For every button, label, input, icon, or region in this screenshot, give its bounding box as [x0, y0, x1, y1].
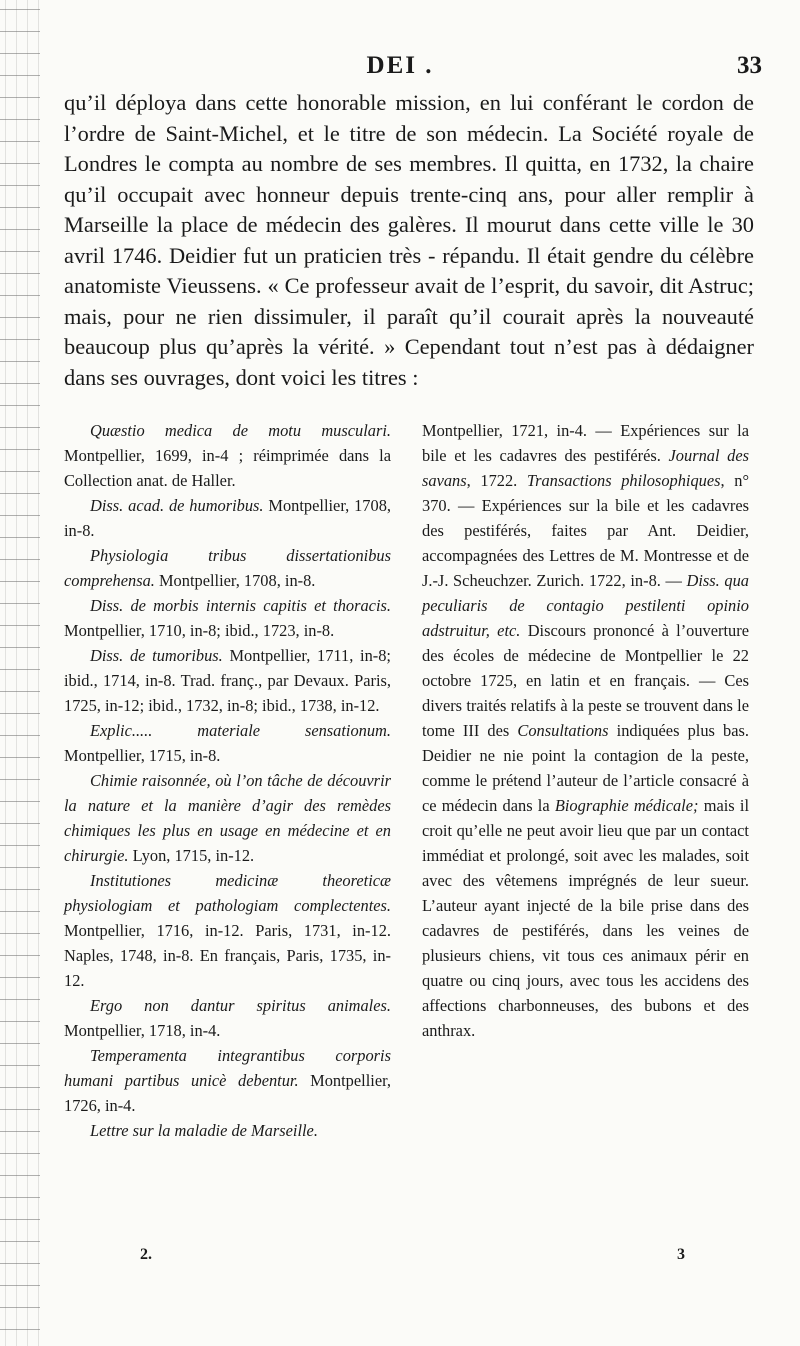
continuation-paragraph: Montpellier, 1721, in-4. — Expériences sur la bile et les cadavres des pestiférés. Journal des savans, 1722. Transactions philosophiques, n° 370. — Expériences sur la bile et les cadavres des pestiférés, faites par Ant. Deidier, accompagnées des Lettres de M. Montresse et de J.-J. Scheuchzer. Zurich. 1722, in-8. — Diss. qua peculiaris de contagio pestilenti opinio adstruitur, etc. Discours prononcé à l’ouverture des écoles de médecine de Montpellier le 22 octobre 1725, en latin et en français. — Ces divers traités relatifs à la peste se trouvent dans le tome III des Consultations indiquées plus bas. Deidier ne nie point la contagion de la peste, comme le prétend l’auteur de l’article consacré à ce médecin dans la Biographie médicale; mais il croit qu’elle ne peut avoir lieu que par un contact immédiat et prolongé, soit avec les malades, soit avec des vêtemens imprégnés de leur sueur. L’auteur ayant injecté de la bile prise dans des cadavres de pestiférés, dans les veines de plusieurs chiens, vit tous ces animaux périr en quatre ou cinq jours, avec tous les accidens des affections charbonneuses, des bubons et des anthrax.: [422, 421, 750, 1040]
entry-details: Montpellier, 1718, in-4.: [64, 1021, 221, 1040]
main-paragraph: qu’il déploya dans cette honorable mission, en lui conférant le cordon de l’ordre de Saint-Michel, et le titre de son médecin. La Société royale de Londres le compta au nombre de ses membres. Il quitta, en 1732, la chaire qu’il occupait avec honneur depuis trente-cinq ans, pour aller remplir à Marseille la place de médecin des galères. Il mourut dans cette ville le 30 avril 1746. Deidier fut un praticien très - répandu. Il était gendre du célèbre anatomiste Vieussens. « Ce professeur avait de l’esprit, du savoir, dit Astruc; mais, pour ne rien dissimuler, il paraît qu’il courait après la nouveauté beaucoup plus qu’après la vérité. » Cependant tout n’est pas à dédaigner dans ses ouvrages, dont voici les titres :: [64, 90, 754, 390]
bibliography-entry: [64, 543, 391, 593]
entry-title: Quæstio medica de motu musculari.: [90, 421, 391, 440]
signature-mark-right: 3: [677, 1246, 685, 1263]
signature-mark-left: 2.: [140, 1246, 152, 1263]
bibliography-entry: [64, 768, 391, 868]
entry-title: Explic..... materiale sensationum.: [90, 721, 391, 740]
page-number: 33: [737, 52, 762, 79]
entry-details: Montpellier, 1716, in-12. Paris, 1731, in-12. Naples, 1748, in-8. En français, Paris, 1735, in-12.: [64, 921, 391, 990]
entry-details: Montpellier, 1708, in-8.: [154, 571, 316, 590]
entry-title: Diss. de tumoribus.: [90, 646, 223, 665]
bibliography-entry: [64, 1118, 391, 1143]
bibliography-entry: [64, 643, 391, 718]
entry-details: Montpellier, 1710, in-8; ibid., 1723, in-8.: [64, 621, 335, 640]
entry-title: Diss. de morbis internis capitis et thoracis.: [90, 596, 391, 615]
entry-title: Physiologia tribus dissertationibus comprehensa.: [64, 546, 391, 590]
bibliography-left-column: [64, 418, 391, 1143]
bibliography-entry: [64, 718, 391, 768]
bibliography-entry: [64, 1043, 391, 1118]
bibliography-entry: [64, 418, 391, 493]
entry-title: Chimie raisonnée, où l’on tâche de découvrir la nature et la manière d’agir des remèdes chimiques les plus en usage en médecine et en chirurgie.: [64, 771, 391, 865]
entry-details: Montpellier, 1708, in-8.: [64, 496, 391, 540]
running-head: DEI .: [366, 52, 434, 79]
entry-details: Montpellier, 1699, in-4 ; réimprimée dans la Collection anat. de Haller.: [64, 446, 391, 490]
bibliography-entry: [64, 868, 391, 993]
entry-title: Temperamenta integrantibus corporis humani partibus unicè debentur.: [64, 1046, 391, 1090]
entry-title: Diss. acad. de humoribus.: [90, 496, 264, 515]
entry-details: Montpellier, 1715, in-8.: [64, 746, 221, 765]
entry-details: Montpellier, 1726, in-4.: [64, 1071, 391, 1115]
bibliography-entry: [64, 993, 391, 1043]
bibliography-entry: [64, 493, 391, 543]
entry-details: Lyon, 1715, in-12.: [128, 846, 255, 865]
page-binding-edge: [0, 0, 40, 1346]
entry-title: Lettre sur la maladie de Marseille.: [90, 1121, 318, 1140]
bibliography-entry: [64, 593, 391, 643]
entry-details: Montpellier, 1711, in-8; ibid., 1714, in-8. Trad. franç., par Devaux. Paris, 1725, in-12; ibid., 1732, in-8; ibid., 1738, in-12.: [64, 646, 391, 715]
bibliography-right-column: [422, 418, 749, 1043]
entry-title: Institutiones medicinæ theoreticæ physiologiam et pathologiam complectentes.: [64, 871, 391, 915]
entry-title: Ergo non dantur spiritus animales.: [90, 996, 391, 1015]
